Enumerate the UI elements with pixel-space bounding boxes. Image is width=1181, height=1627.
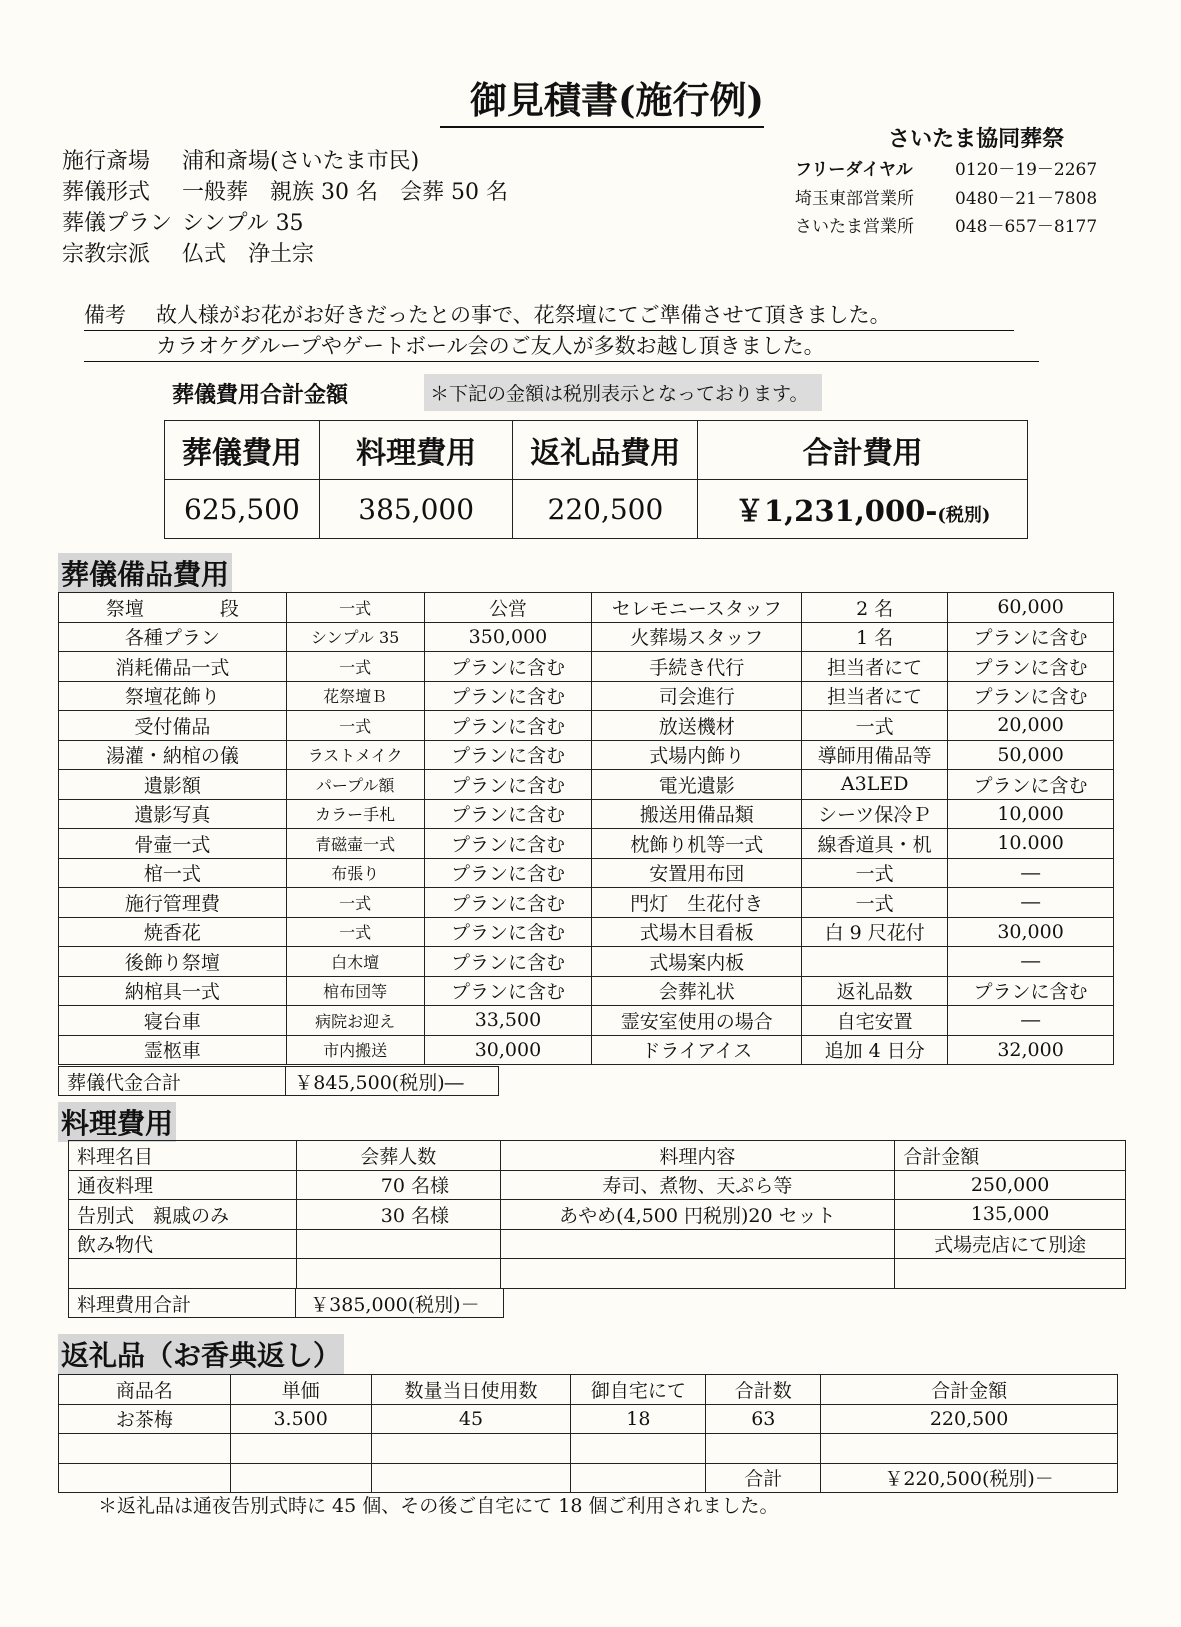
table-cell: 一式 — [802, 858, 948, 888]
summary-table — [164, 420, 1028, 539]
grand-total — [698, 480, 1028, 539]
remarks-line — [84, 331, 1039, 362]
food-table — [68, 1140, 1126, 1289]
column-header: 合計数 — [706, 1375, 821, 1405]
table-cell: シンプル 35 — [286, 622, 424, 652]
table-cell: 33,500 — [424, 1006, 592, 1036]
table-cell: お茶梅 — [59, 1404, 231, 1434]
table-cell: 式場売店にて別途 — [895, 1229, 1126, 1259]
table-cell: 一式 — [286, 711, 424, 741]
table-cell: プランに含む — [424, 681, 592, 711]
table-cell: 30 名様 — [296, 1200, 500, 1230]
table-cell: 霊柩車 — [59, 1035, 287, 1065]
table-cell: 通夜料理 — [69, 1170, 297, 1200]
table-cell — [821, 1434, 1118, 1464]
table-cell: あやめ(4,500 円税別)20 セット — [500, 1200, 895, 1230]
info-value: 浦和斎場(さいたま市民) — [182, 149, 420, 174]
phone-label: 埼玉東部営業所 — [795, 188, 914, 209]
table-cell: 32,000 — [948, 1035, 1114, 1065]
table-cell: 10,000 — [948, 799, 1114, 829]
table-row — [165, 421, 1028, 480]
table-cell: 後飾り祭壇 — [59, 947, 287, 977]
table-row — [69, 1200, 1126, 1230]
table-cell: 60,000 — [948, 593, 1114, 623]
table-cell: 布張り — [286, 858, 424, 888]
table-cell: ― — [948, 1006, 1114, 1036]
table-cell: 一式 — [286, 652, 424, 682]
table-cell: 白 9 尺花付 — [802, 917, 948, 947]
table-cell: ― — [948, 888, 1114, 918]
table-row — [59, 681, 1114, 711]
table-cell: 消耗備品一式 — [59, 652, 287, 682]
table-row — [59, 1404, 1118, 1434]
table-cell: 納棺具一式 — [59, 976, 287, 1006]
table-row — [59, 1463, 1118, 1493]
table-cell: 担当者にて — [802, 652, 948, 682]
table-cell: 飲み物代 — [69, 1229, 297, 1259]
info-row — [62, 177, 508, 208]
company-phone-row — [795, 213, 1097, 242]
table-cell — [230, 1434, 371, 1464]
table-row — [69, 1229, 1126, 1259]
table-cell: プランに含む — [948, 976, 1114, 1006]
summary-header: 料理費用 — [319, 421, 513, 480]
table-header-row — [59, 1375, 1118, 1405]
table-cell: 一式 — [286, 917, 424, 947]
remarks-text: 故人様がお花がお好きだったとの事で、花祭壇にてご準備させて頂きました。 — [156, 303, 891, 327]
table-cell: 青磁壷一式 — [286, 829, 424, 859]
table-row — [59, 858, 1114, 888]
table-cell: 放送機材 — [592, 711, 802, 741]
table-cell: プランに含む — [424, 976, 592, 1006]
table-row — [59, 770, 1114, 800]
table-row — [59, 799, 1114, 829]
return-gifts-section-title: 返礼品（お香典返し） — [58, 1334, 344, 1374]
table-row — [69, 1289, 504, 1318]
table-cell: 手続き代行 — [592, 652, 802, 682]
equipment-total-label: 葬儀代金合計 — [59, 1067, 286, 1096]
table-cell: 線香道具・机 — [802, 829, 948, 859]
table-cell: ドライアイス — [592, 1035, 802, 1065]
food-total-label: 料理費用合計 — [69, 1289, 296, 1318]
column-header: 数量当日使用数 — [371, 1375, 571, 1405]
table-cell: 250,000 — [895, 1170, 1126, 1200]
table-cell — [371, 1434, 571, 1464]
table-cell: ― — [948, 947, 1114, 977]
table-cell: 30,000 — [948, 917, 1114, 947]
food-total-value: ￥385,000(税別)－ — [296, 1289, 504, 1318]
table-cell: 霊安室使用の場合 — [592, 1006, 802, 1036]
info-key: 葬儀形式 — [62, 180, 151, 205]
table-cell: 合計 — [706, 1463, 821, 1493]
table-row — [59, 622, 1114, 652]
info-key: 葬儀プラン — [62, 211, 173, 236]
table-cell: 2 名 — [802, 593, 948, 623]
table-cell — [69, 1259, 297, 1289]
table-cell — [230, 1463, 371, 1493]
table-cell: 骨壷一式 — [59, 829, 287, 859]
table-cell: 寿司、煮物、天ぷら等 — [500, 1170, 895, 1200]
table-cell: セレモニースタッフ — [592, 593, 802, 623]
table-cell: 電光遺影 — [592, 770, 802, 800]
table-cell: プランに含む — [424, 947, 592, 977]
table-row — [69, 1170, 1126, 1200]
table-cell: プランに含む — [424, 799, 592, 829]
table-cell: 18 — [571, 1404, 706, 1434]
table-cell — [296, 1259, 500, 1289]
summary-value: 625,500 — [165, 480, 320, 539]
table-cell — [706, 1434, 821, 1464]
table-row — [59, 1006, 1114, 1036]
table-row — [59, 947, 1114, 977]
info-row — [62, 146, 508, 177]
table-cell — [571, 1434, 706, 1464]
table-cell: 湯灌・納棺の儀 — [59, 740, 287, 770]
table-row — [59, 917, 1114, 947]
table-cell: プランに含む — [424, 711, 592, 741]
table-row — [59, 1067, 499, 1096]
info-value: 一般葬 親族 30 名 会葬 50 名 — [182, 180, 508, 205]
remarks-label: 備考 — [84, 303, 126, 327]
food-section-title: 料理費用 — [58, 1102, 176, 1142]
table-cell: 45 — [371, 1404, 571, 1434]
equipment-total-table — [58, 1066, 499, 1096]
column-header: 御自宅にて — [571, 1375, 706, 1405]
table-cell: 祭壇 段 — [59, 593, 287, 623]
info-key: 施行斎場 — [62, 149, 151, 174]
table-cell: 式場内飾り — [592, 740, 802, 770]
food-total-table — [68, 1288, 504, 1318]
table-row — [69, 1259, 1126, 1289]
table-cell — [59, 1463, 231, 1493]
table-cell: 遺影写真 — [59, 799, 287, 829]
column-header: 料理名目 — [69, 1141, 297, 1171]
table-cell: プランに含む — [948, 622, 1114, 652]
table-cell: 市内搬送 — [286, 1035, 424, 1065]
table-cell: 220,500 — [821, 1404, 1118, 1434]
table-header-row — [69, 1141, 1126, 1171]
table-cell: 会葬礼状 — [592, 976, 802, 1006]
table-cell: 施行管理費 — [59, 888, 287, 918]
table-row — [59, 888, 1114, 918]
table-cell — [59, 1434, 231, 1464]
table-cell: ― — [948, 858, 1114, 888]
table-cell — [802, 947, 948, 977]
table-cell: 10.000 — [948, 829, 1114, 859]
summary-title: 葬儀費用合計金額 — [172, 382, 349, 408]
table-cell: 135,000 — [895, 1200, 1126, 1230]
summary-value: 385,000 — [319, 480, 513, 539]
table-cell: 式場木目看板 — [592, 917, 802, 947]
phone-label: さいたま営業所 — [795, 217, 914, 237]
table-cell: 白木壇 — [286, 947, 424, 977]
return-gifts-footnote: ＊返礼品は通夜告別式時に 45 個、その後ご自宅にて 18 個ご利用されました。 — [98, 1495, 779, 1517]
table-cell: 焼香花 — [59, 917, 287, 947]
phone-number: 0480－21－7808 — [955, 188, 1098, 209]
info-value: シンプル 35 — [182, 211, 304, 236]
summary-header: 合計費用 — [698, 421, 1028, 480]
table-cell: 司会進行 — [592, 681, 802, 711]
equipment-table — [58, 592, 1114, 1065]
table-row — [59, 1035, 1114, 1065]
table-cell: 担当者にて — [802, 681, 948, 711]
table-cell: 花祭壇Ｂ — [286, 681, 424, 711]
table-row — [59, 740, 1114, 770]
table-cell: 返礼品数 — [802, 976, 948, 1006]
table-cell: プランに含む — [424, 917, 592, 947]
table-cell — [571, 1463, 706, 1493]
table-cell: 導師用備品等 — [802, 740, 948, 770]
table-cell: 50,000 — [948, 740, 1114, 770]
table-cell: 70 名様 — [296, 1170, 500, 1200]
table-cell: 枕飾り机等一式 — [592, 829, 802, 859]
table-cell: 病院お迎え — [286, 1006, 424, 1036]
column-header: 会葬人数 — [296, 1141, 500, 1171]
table-cell: 式場案内板 — [592, 947, 802, 977]
table-cell: プランに含む — [424, 829, 592, 859]
table-cell: 1 名 — [802, 622, 948, 652]
equipment-section-title: 葬儀備品費用 — [58, 553, 232, 593]
return-gifts-table — [58, 1374, 1118, 1493]
table-cell: プランに含む — [948, 681, 1114, 711]
table-cell: 寝台車 — [59, 1006, 287, 1036]
table-cell: プランに含む — [424, 740, 592, 770]
phone-number: 0120－19－2267 — [955, 160, 1098, 180]
info-value: 仏式 浄土宗 — [182, 242, 315, 267]
table-row — [59, 976, 1114, 1006]
remarks-text: カラオケグループやゲートボール会のご友人が多数お越し頂きました。 — [156, 334, 825, 358]
column-header: 料理内容 — [500, 1141, 895, 1171]
table-cell — [371, 1463, 571, 1493]
table-cell: A3LED — [802, 770, 948, 800]
info-row — [62, 208, 508, 239]
table-cell: 一式 — [802, 888, 948, 918]
table-row — [59, 652, 1114, 682]
table-cell: プランに含む — [424, 888, 592, 918]
grand-total-amount: ￥1,231,000- — [734, 493, 938, 528]
table-cell: プランに含む — [424, 770, 592, 800]
table-cell: 一式 — [286, 888, 424, 918]
tax-note: ＊下記の金額は税別表示となっております。 — [424, 374, 822, 411]
table-cell: 安置用布団 — [592, 858, 802, 888]
table-cell: 遺影額 — [59, 770, 287, 800]
table-cell — [296, 1229, 500, 1259]
table-cell: 各種プラン — [59, 622, 287, 652]
table-cell: プランに含む — [424, 652, 592, 682]
table-cell: 一式 — [286, 593, 424, 623]
table-cell: 追加 4 日分 — [802, 1035, 948, 1065]
table-cell — [895, 1259, 1126, 1289]
table-cell: 一式 — [802, 711, 948, 741]
table-cell: 3.500 — [230, 1404, 371, 1434]
table-row — [59, 829, 1114, 859]
table-row — [59, 711, 1114, 741]
column-header: 合計金額 — [895, 1141, 1126, 1171]
table-cell: 20,000 — [948, 711, 1114, 741]
table-cell: プランに含む — [948, 770, 1114, 800]
company-phone-row — [795, 156, 1097, 185]
company-info — [795, 122, 1097, 242]
table-cell: シーツ保冷Ｐ — [802, 799, 948, 829]
column-header: 商品名 — [59, 1375, 231, 1405]
table-cell: プランに含む — [948, 652, 1114, 682]
column-header: 単価 — [230, 1375, 371, 1405]
phone-number: 048－657－8177 — [955, 217, 1098, 237]
table-cell: ￥220,500(税別)－ — [821, 1463, 1118, 1493]
table-cell: 火葬場スタッフ — [592, 622, 802, 652]
table-row — [165, 480, 1028, 539]
table-cell: 30,000 — [424, 1035, 592, 1065]
remarks-line — [84, 300, 1014, 331]
phone-label: フリーダイヤル — [795, 160, 913, 180]
company-phone-row — [795, 185, 1097, 214]
summary-header: 葬儀費用 — [165, 421, 320, 480]
company-name: さいたま協同葬祭 — [888, 126, 1065, 152]
table-cell: プランに含む — [424, 858, 592, 888]
table-cell: 告別式 親戚のみ — [69, 1200, 297, 1230]
table-row — [59, 593, 1114, 623]
table-cell: 門灯 生花付き — [592, 888, 802, 918]
table-cell: 350,000 — [424, 622, 592, 652]
table-cell: ラストメイク — [286, 740, 424, 770]
table-cell — [500, 1259, 895, 1289]
table-cell — [500, 1229, 895, 1259]
remarks — [84, 300, 1039, 362]
table-cell: パープル額 — [286, 770, 424, 800]
ceremony-info — [62, 146, 508, 270]
table-cell: 63 — [706, 1404, 821, 1434]
table-cell: 搬送用備品類 — [592, 799, 802, 829]
column-header: 合計金額 — [821, 1375, 1118, 1405]
table-row — [59, 1434, 1118, 1464]
info-row — [62, 239, 508, 270]
info-key: 宗教宗派 — [62, 242, 151, 267]
summary-value: 220,500 — [513, 480, 698, 539]
table-cell: 自宅安置 — [802, 1006, 948, 1036]
table-cell: 棺布団等 — [286, 976, 424, 1006]
table-cell: 受付備品 — [59, 711, 287, 741]
table-cell: 棺一式 — [59, 858, 287, 888]
table-cell: 祭壇花飾り — [59, 681, 287, 711]
grand-total-suffix: (税別) — [937, 504, 991, 526]
table-cell: 公営 — [424, 593, 592, 623]
summary-header: 返礼品費用 — [513, 421, 698, 480]
table-cell: カラー手札 — [286, 799, 424, 829]
page-title: 御見積書(施行例) — [440, 70, 764, 128]
equipment-total-value: ￥845,500(税別)― — [286, 1067, 499, 1096]
